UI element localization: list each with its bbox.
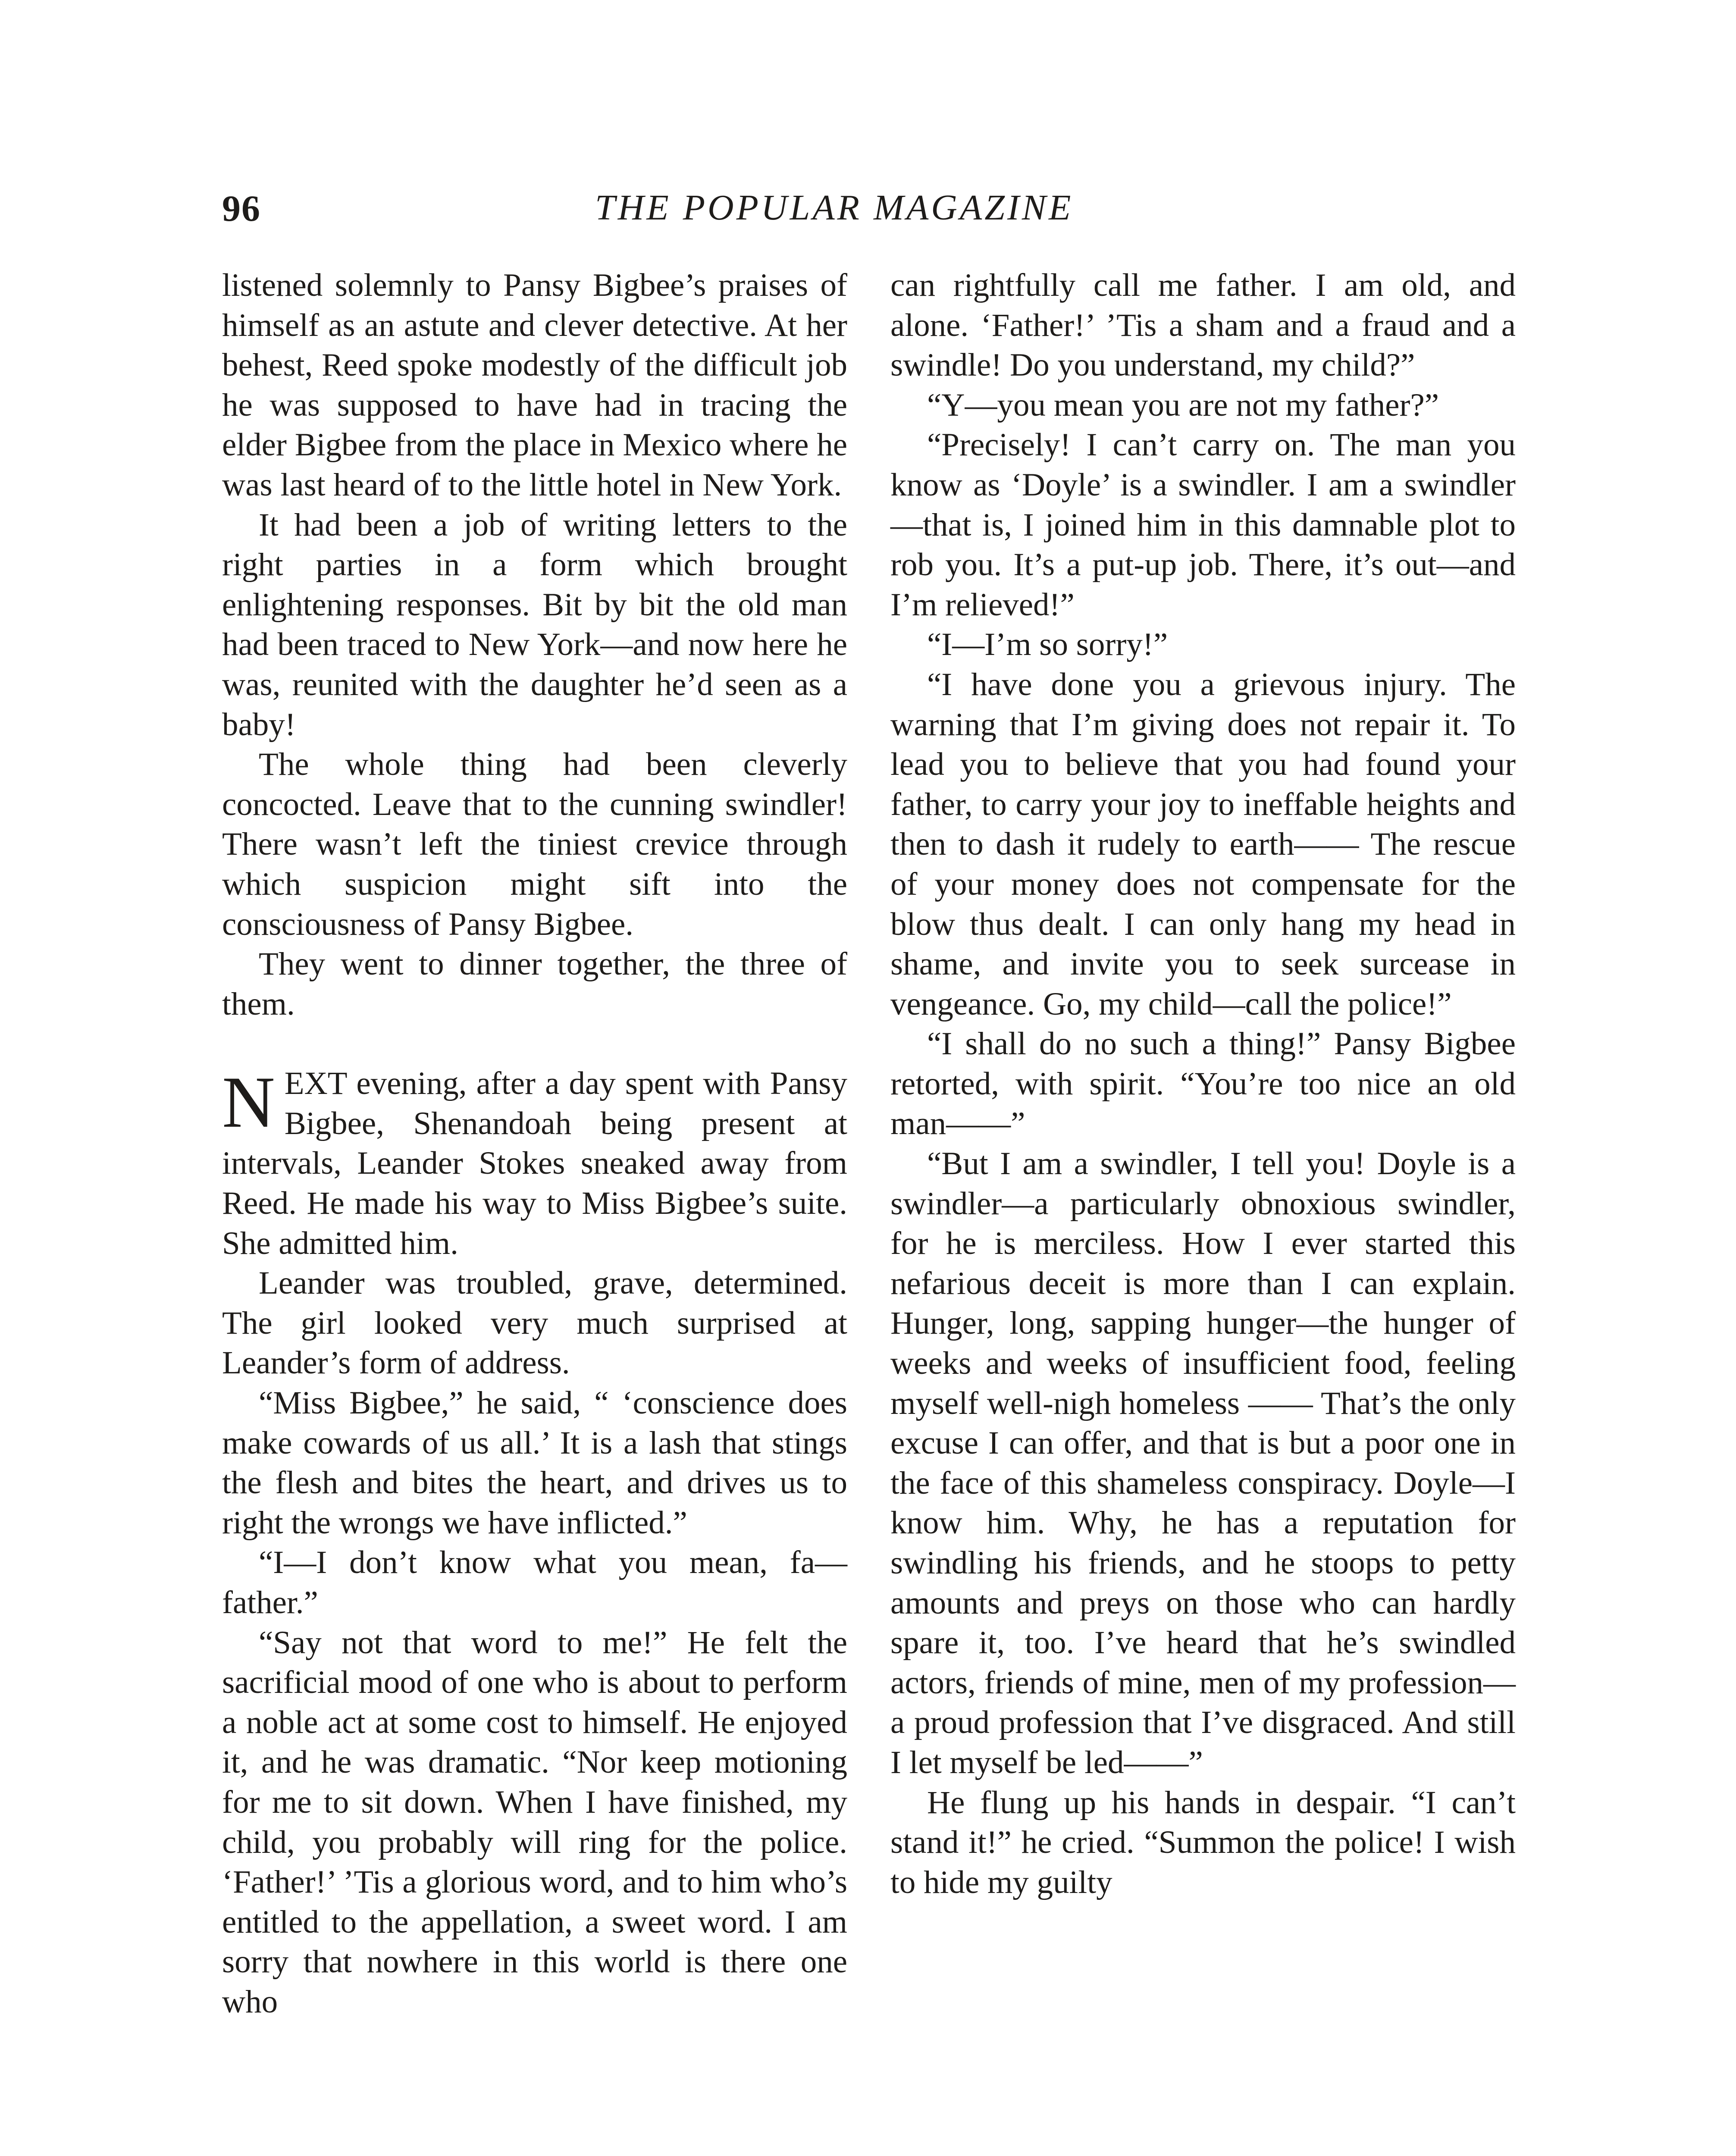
running-head: THE POPULAR MAGAZINE	[595, 188, 1074, 228]
section-first-text: EXT evening, after a day spent with Pansy Bigbee, Shenandoah being present at intervals, Leander Stokes sneaked away from Reed. He made his way to Miss Bigbee’s suite. She admitted him.	[222, 1065, 847, 1261]
paragraph: “I have done you a grievous injury. The warning that I’m giving does not repair it. To lead you to believe that you had found your father, to carry your joy to ineffable heights and then to dash it rudely to earth—— The rescue of your money does not compensate for the blow thus dealt. I can only hang my head in shame, and invite you to seek surcease in vengeance. Go, my child—call the police!”	[890, 666, 1516, 1022]
paragraph: It had been a job of writing letters to the right parties in a form which brought enlightening responses. Bit by bit the old man had been traced to New York—and now here he was, reunited with the daughter he’d seen as a baby!	[222, 507, 847, 743]
left-column	[222, 266, 847, 2022]
paragraph: “Precisely! I can’t carry on. The man you know as ‘Doyle’ is a swindler. I am a swindler—that is, I joined him in this damnable plot to rob you. It’s a put-up job. There, it’s out—and I’m relieved!”	[890, 427, 1516, 623]
paragraph: “Say not that word to me!” He felt the sacrificial mood of one who is about to perform a noble act at some cost to himself. He enjoyed it, and he was dramatic. “Nor keep motioning for me to sit down. When I have finished, my child, you probably will ring for the police. ‘Father!’ ’Tis a glorious word, and to him who’s entitled to the appellation, a sweet word. I am sorry that nowhere in this world is there one who	[222, 1624, 847, 2020]
paragraph: They went to dinner together, the three of them.	[222, 946, 847, 1022]
paragraph: “I shall do no such a thing!” Pansy Bigbee retorted, with spirit. “You’re too nice an old man——”	[890, 1026, 1516, 1142]
drop-cap: N	[222, 1062, 275, 1143]
page-number: 96	[222, 188, 261, 229]
paragraph: can rightfully call me father. I am old, and alone. ‘Father!’ ’Tis a sham and a fraud and a swindle! Do you understand, my child?”	[890, 267, 1516, 383]
paragraph: Leander was troubled, grave, determined. The girl looked very much surprised at Leander’s form of address.	[222, 1265, 847, 1381]
paragraph: “Miss Bigbee,” he said, “ ‘conscience does make cowards of us all.’ It is a lash that stings the flesh and bites the heart, and drives us to right the wrongs we have inflicted.”	[222, 1385, 847, 1541]
section-start-paragraph	[222, 1064, 847, 1263]
paragraph: listened solemnly to Pansy Bigbee’s praises of himself as an astute and clever detective. At her behest, Reed spoke modestly of the difficult job he was supposed to have had in tracing the elder Bigbee from the place in Mexico where he was last heard of to the little hotel in New York.	[222, 267, 847, 503]
paragraph: The whole thing had been cleverly concocted. Leave that to the cunning swindler! There wasn’t left the tiniest crevice through which suspicion might sift into the consciousness of Pansy Bigbee.	[222, 746, 847, 942]
right-column	[890, 266, 1516, 1902]
paragraph: “Y—you mean you are not my father?”	[927, 387, 1439, 423]
paragraph: He flung up his hands in despair. “I can’t stand it!” he cried. “Summon the police! I wish to hide my guilty	[890, 1784, 1516, 1900]
paragraph: “I—I don’t know what you mean, fa—father.”	[222, 1545, 847, 1620]
paragraph: “I—I’m so sorry!”	[927, 627, 1168, 663]
paragraph: “But I am a swindler, I tell you! Doyle is a swindler—a particularly obnoxious swindler, for he is merciless. How I ever started this nefarious deceit is more than I can explain. Hunger, long, sapping hunger—the hunger of weeks and weeks of insufficient food, feeling myself well-nigh homeless —— That’s the only excuse I can offer, and that is but a poor one in the face of this shameless conspiracy. Doyle—I know him. Why, he has a reputation for swindling his friends, and he stoops to petty amounts and preys on those who can hardly spare it, too. I’ve heard that he’s swindled actors, friends of mine, men of my profession—a proud profession that I’ve disgraced. And still I let myself be led——”	[890, 1146, 1516, 1780]
